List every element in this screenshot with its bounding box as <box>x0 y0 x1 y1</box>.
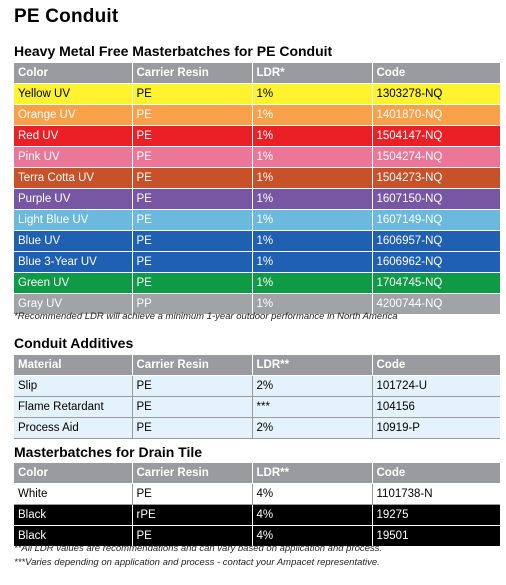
cell-ldr: 2% <box>252 418 372 439</box>
cell-code: 1401870-NQ <box>372 105 500 126</box>
cell-color: Blue 3-Year UV <box>14 252 132 273</box>
cell-ldr: 1% <box>252 231 372 252</box>
section-heading-conduit-additives: Conduit Additives <box>14 335 134 351</box>
column-header-ldr: LDR** <box>252 355 372 376</box>
column-header-carrier-resin: Carrier Resin <box>132 63 252 84</box>
table-row <box>14 397 500 418</box>
cell-color: Red UV <box>14 126 132 147</box>
cell-code: 19275 <box>372 505 500 526</box>
page-title: PE Conduit <box>14 6 119 27</box>
table-header-row <box>14 463 500 484</box>
cell-code: 1704745-NQ <box>372 273 500 294</box>
table-row <box>14 418 500 439</box>
section-heading-pe-conduit-masterbatches: Heavy Metal Free Masterbatches for PE Conduit <box>14 43 333 59</box>
cell-carrier-resin: PE <box>132 484 252 505</box>
cell-ldr: 1% <box>252 294 372 315</box>
cell-color: Purple UV <box>14 189 132 210</box>
cell-ldr: 4% <box>252 505 372 526</box>
cell-carrier-resin: PE <box>132 376 252 397</box>
cell-color: Black <box>14 505 132 526</box>
table-row <box>14 210 500 231</box>
cell-carrier-resin: PE <box>132 231 252 252</box>
table-row <box>14 147 500 168</box>
cell-code: 1607149-NQ <box>372 210 500 231</box>
column-header-color: Color <box>14 463 132 484</box>
cell-carrier-resin: PE <box>132 84 252 105</box>
cell-code: 1101738-N <box>372 484 500 505</box>
cell-carrier-resin: PP <box>132 294 252 315</box>
cell-ldr: *** <box>252 397 372 418</box>
table-header-row <box>14 63 500 84</box>
cell-material: Process Aid <box>14 418 132 439</box>
cell-carrier-resin: PE <box>132 189 252 210</box>
cell-color: Yellow UV <box>14 84 132 105</box>
cell-color: White <box>14 484 132 505</box>
cell-code: 1504273-NQ <box>372 168 500 189</box>
cell-code: 10919-P <box>372 418 500 439</box>
table-row <box>14 84 500 105</box>
footnote-varies-contact-rep: ***Varies depending on application and process - contact your Ampacet representative. <box>14 557 380 568</box>
column-header-color: Color <box>14 63 132 84</box>
cell-material: Flame Retardant <box>14 397 132 418</box>
table-row <box>14 168 500 189</box>
column-header-material: Material <box>14 355 132 376</box>
cell-code: 104156 <box>372 397 500 418</box>
cell-code: 101724-U <box>372 376 500 397</box>
pe-conduit-masterbatch-table <box>14 63 500 315</box>
cell-ldr: 1% <box>252 147 372 168</box>
table-row <box>14 231 500 252</box>
column-header-ldr: LDR* <box>252 63 372 84</box>
conduit-additives-table <box>14 355 500 439</box>
cell-code: 1303278-NQ <box>372 84 500 105</box>
cell-ldr: 1% <box>252 168 372 189</box>
cell-code: 1606962-NQ <box>372 252 500 273</box>
table-row <box>14 376 500 397</box>
cell-color: Green UV <box>14 273 132 294</box>
column-header-code: Code <box>372 355 500 376</box>
cell-ldr: 1% <box>252 252 372 273</box>
column-header-carrier-resin: Carrier Resin <box>132 463 252 484</box>
cell-carrier-resin: PE <box>132 273 252 294</box>
column-header-code: Code <box>372 463 500 484</box>
table-row <box>14 105 500 126</box>
cell-ldr: 1% <box>252 273 372 294</box>
cell-ldr: 4% <box>252 526 372 547</box>
cell-carrier-resin: PE <box>132 210 252 231</box>
cell-ldr: 1% <box>252 126 372 147</box>
column-header-carrier-resin: Carrier Resin <box>132 355 252 376</box>
table-header-row <box>14 355 500 376</box>
cell-code: 4200744-NQ <box>372 294 500 315</box>
cell-material: Slip <box>14 376 132 397</box>
cell-code: 1606957-NQ <box>372 231 500 252</box>
cell-ldr: 1% <box>252 189 372 210</box>
cell-ldr: 1% <box>252 84 372 105</box>
footnote-ldr-recommendation: *Recommended LDR will achieve a minimum 1-year outdoor performance in North America <box>14 311 398 322</box>
column-header-code: Code <box>372 63 500 84</box>
cell-color: Terra Cotta UV <box>14 168 132 189</box>
footnote-ldr-values: **All LDR values are recommendations and can vary based on application and process. <box>14 543 383 554</box>
cell-carrier-resin: rPE <box>132 505 252 526</box>
cell-ldr: 4% <box>252 484 372 505</box>
table-row <box>14 273 500 294</box>
cell-carrier-resin: PE <box>132 252 252 273</box>
table-row <box>14 484 500 505</box>
cell-carrier-resin: PE <box>132 397 252 418</box>
column-header-ldr: LDR** <box>252 463 372 484</box>
cell-color: Black <box>14 526 132 547</box>
table-row <box>14 189 500 210</box>
cell-color: Light Blue UV <box>14 210 132 231</box>
cell-code: 1504274-NQ <box>372 147 500 168</box>
section-heading-drain-tile-masterbatches: Masterbatches for Drain Tile <box>14 444 203 460</box>
table-row <box>14 126 500 147</box>
cell-carrier-resin: PE <box>132 147 252 168</box>
cell-color: Gray UV <box>14 294 132 315</box>
cell-carrier-resin: PE <box>132 418 252 439</box>
cell-color: Orange UV <box>14 105 132 126</box>
cell-color: Pink UV <box>14 147 132 168</box>
cell-carrier-resin: PE <box>132 526 252 547</box>
cell-code: 19501 <box>372 526 500 547</box>
cell-ldr: 2% <box>252 376 372 397</box>
table-row <box>14 252 500 273</box>
drain-tile-masterbatch-table <box>14 463 500 547</box>
cell-carrier-resin: PE <box>132 126 252 147</box>
cell-code: 1607150-NQ <box>372 189 500 210</box>
cell-code: 1504147-NQ <box>372 126 500 147</box>
cell-carrier-resin: PE <box>132 168 252 189</box>
cell-ldr: 1% <box>252 105 372 126</box>
cell-color: Blue UV <box>14 231 132 252</box>
cell-ldr: 1% <box>252 210 372 231</box>
cell-carrier-resin: PE <box>132 105 252 126</box>
table-row <box>14 505 500 526</box>
